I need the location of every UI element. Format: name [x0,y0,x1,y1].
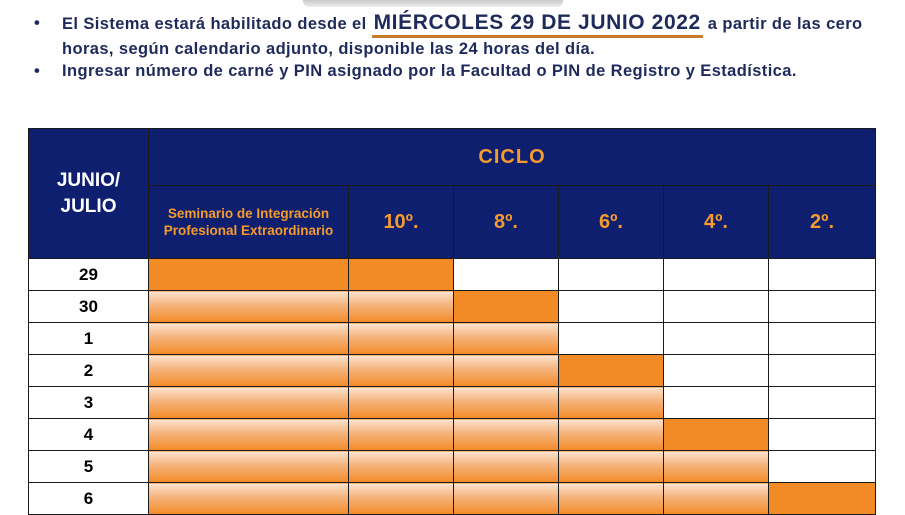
active-cell [454,355,559,387]
day-cell: 1 [29,323,149,355]
column-header-10: 10º. [349,186,454,259]
table-row [29,323,876,355]
table-row [29,259,876,291]
day-cell: 4 [29,419,149,451]
inactive-cell [769,323,876,355]
day-cell: 5 [29,451,149,483]
schedule-body [29,259,876,515]
day-cell: 6 [29,483,149,515]
active-cell [349,419,454,451]
active-cell [149,451,349,483]
bullet-icon: • [34,14,41,32]
active-cell [149,323,349,355]
inactive-cell [664,355,769,387]
active-cell [149,291,349,323]
inactive-cell [454,259,559,291]
notice-text-pre: El Sistema estará habilitado desde el [62,15,367,33]
inactive-cell [559,291,664,323]
day-cell: 29 [29,259,149,291]
bullet-icon: • [34,62,41,80]
inactive-cell [559,259,664,291]
active-cell [349,387,454,419]
active-cell [454,451,559,483]
inactive-cell [769,419,876,451]
active-cell [149,355,349,387]
top-decorative-bar [303,0,563,7]
active-cell [559,451,664,483]
active-cell [149,387,349,419]
notice-item-schedule [34,12,874,60]
inactive-cell [769,451,876,483]
day-cell: 3 [29,387,149,419]
inactive-cell [664,291,769,323]
day-cell: 2 [29,355,149,387]
table-row [29,355,876,387]
column-header-8: 8º. [454,186,559,259]
active-cell [349,355,454,387]
active-cell [349,323,454,355]
active-cell [349,483,454,515]
table-row [29,483,876,515]
notice-text-login: Ingresar número de carné y PIN asignado por la Facultad o PIN de Registro y Estadística. [62,62,797,80]
ciclo-header: CICLO [149,129,876,186]
table-row [29,451,876,483]
table-row [29,387,876,419]
month-header-line2: JULIO [60,195,117,217]
active-cell [454,387,559,419]
inactive-cell [769,387,876,419]
active-cell [349,259,454,291]
active-cell [454,483,559,515]
inactive-cell [769,259,876,291]
highlighted-date [372,12,703,38]
notice-item-login [34,60,874,82]
table-row [29,419,876,451]
highlighted-date-text: MIÉRCOLES 29 DE JUNIO 2022 [373,11,701,34]
active-cell [454,291,559,323]
active-cell [559,355,664,387]
notice-list [34,12,874,82]
column-header-2: 2º. [769,186,876,259]
month-header-line1: JUNIO/ [56,169,121,191]
active-cell [149,259,349,291]
active-cell [559,419,664,451]
active-cell [664,451,769,483]
column-header-seminario: Seminario de Integración Profesional Extraordinario [149,186,349,259]
active-cell [454,419,559,451]
active-cell [664,419,769,451]
notice-text-post: a partir de las cero horas, según calendario adjunto, disponible las 24 horas del día. [62,15,863,58]
column-header-4: 4º. [664,186,769,259]
inactive-cell [664,259,769,291]
active-cell [769,483,876,515]
table-row [29,291,876,323]
inactive-cell [664,387,769,419]
inactive-cell [559,323,664,355]
inactive-cell [769,291,876,323]
month-header [29,129,149,259]
active-cell [559,387,664,419]
active-cell [664,483,769,515]
active-cell [349,451,454,483]
active-cell [149,483,349,515]
active-cell [559,483,664,515]
inactive-cell [664,323,769,355]
active-cell [349,291,454,323]
schedule-table [28,128,876,515]
active-cell [454,323,559,355]
inactive-cell [769,355,876,387]
column-header-6: 6º. [559,186,664,259]
active-cell [149,419,349,451]
day-cell: 30 [29,291,149,323]
